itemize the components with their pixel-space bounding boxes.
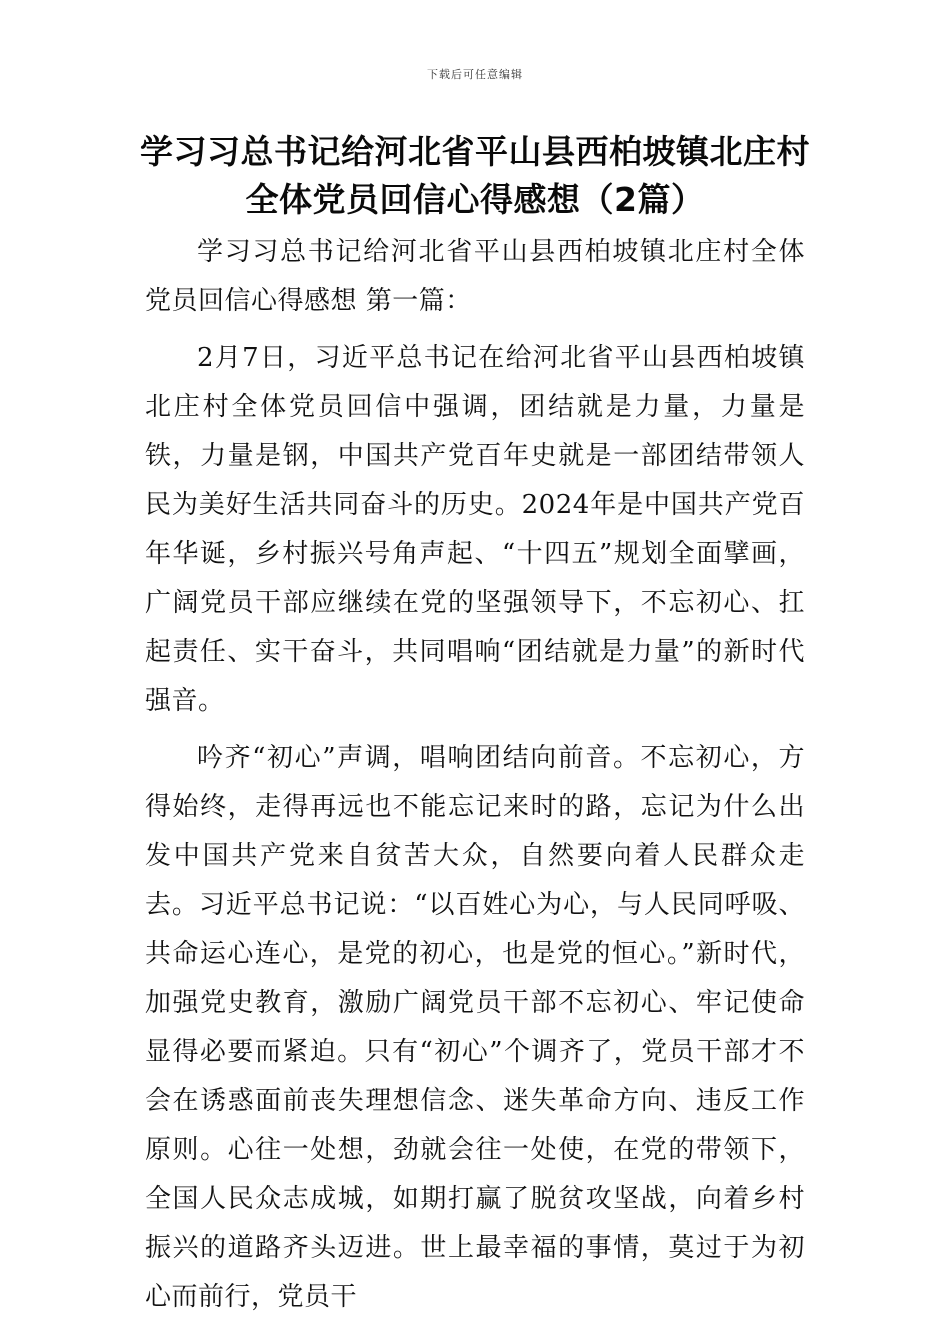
header-note: 下载后可任意编辑 bbox=[427, 68, 523, 81]
document-title: 学习习总书记给河北省平山县西柏坡镇北庄村全体党员回信心得感想（2篇） bbox=[140, 132, 810, 219]
paragraph-intro: 学习习总书记给河北省平山县西柏坡镇北庄村全体党员回信心得感想 第一篇： bbox=[145, 237, 805, 316]
paragraph-1: 2月7日，习近平总书记在给河北省平山县西柏坡镇北庄村全体党员回信中强调，团结就是力量，力量是铁，力量是钢，中国共产党百年史就是一部团结带领人民为美好生活共同奋斗的历史。2024年是中国共产党百年华诞，乡村振兴号角声起、“十四五”规划全面擘画，广阔党员干部应继续在党的坚强领导下，不忘初心、扛起责任、实干奋斗，共同唱响“团结就是力量”的新时代强音。 bbox=[145, 343, 805, 716]
paragraph-2: 吟齐“初心”声调，唱响团结向前音。不忘初心，方得始终，走得再远也不能忘记来时的路，忘记为什么出发中国共产党来自贫苦大众，自然要向着人民群众走去。习近平总书记说：“以百姓心为心，与人民同呼吸、共命运心连心，是党的初心，也是党的恒心。”新时代，加强党史教育，激励广阔党员干部不忘初心、牢记使命显得必要而紧迫。只有“初心”个调齐了，党员干部才不会在诱惑面前丧失理想信念、迷失革命方向、违反工作原则。心往一处想，劲就会往一处使，在党的带领下，全国人民众志成城，如期打赢了脱贫攻坚战，向着乡村振兴的道路齐头迈进。世上最幸福的事情，莫过于为初心而前行，党员干 bbox=[145, 743, 805, 1312]
document-body bbox=[145, 228, 805, 1322]
